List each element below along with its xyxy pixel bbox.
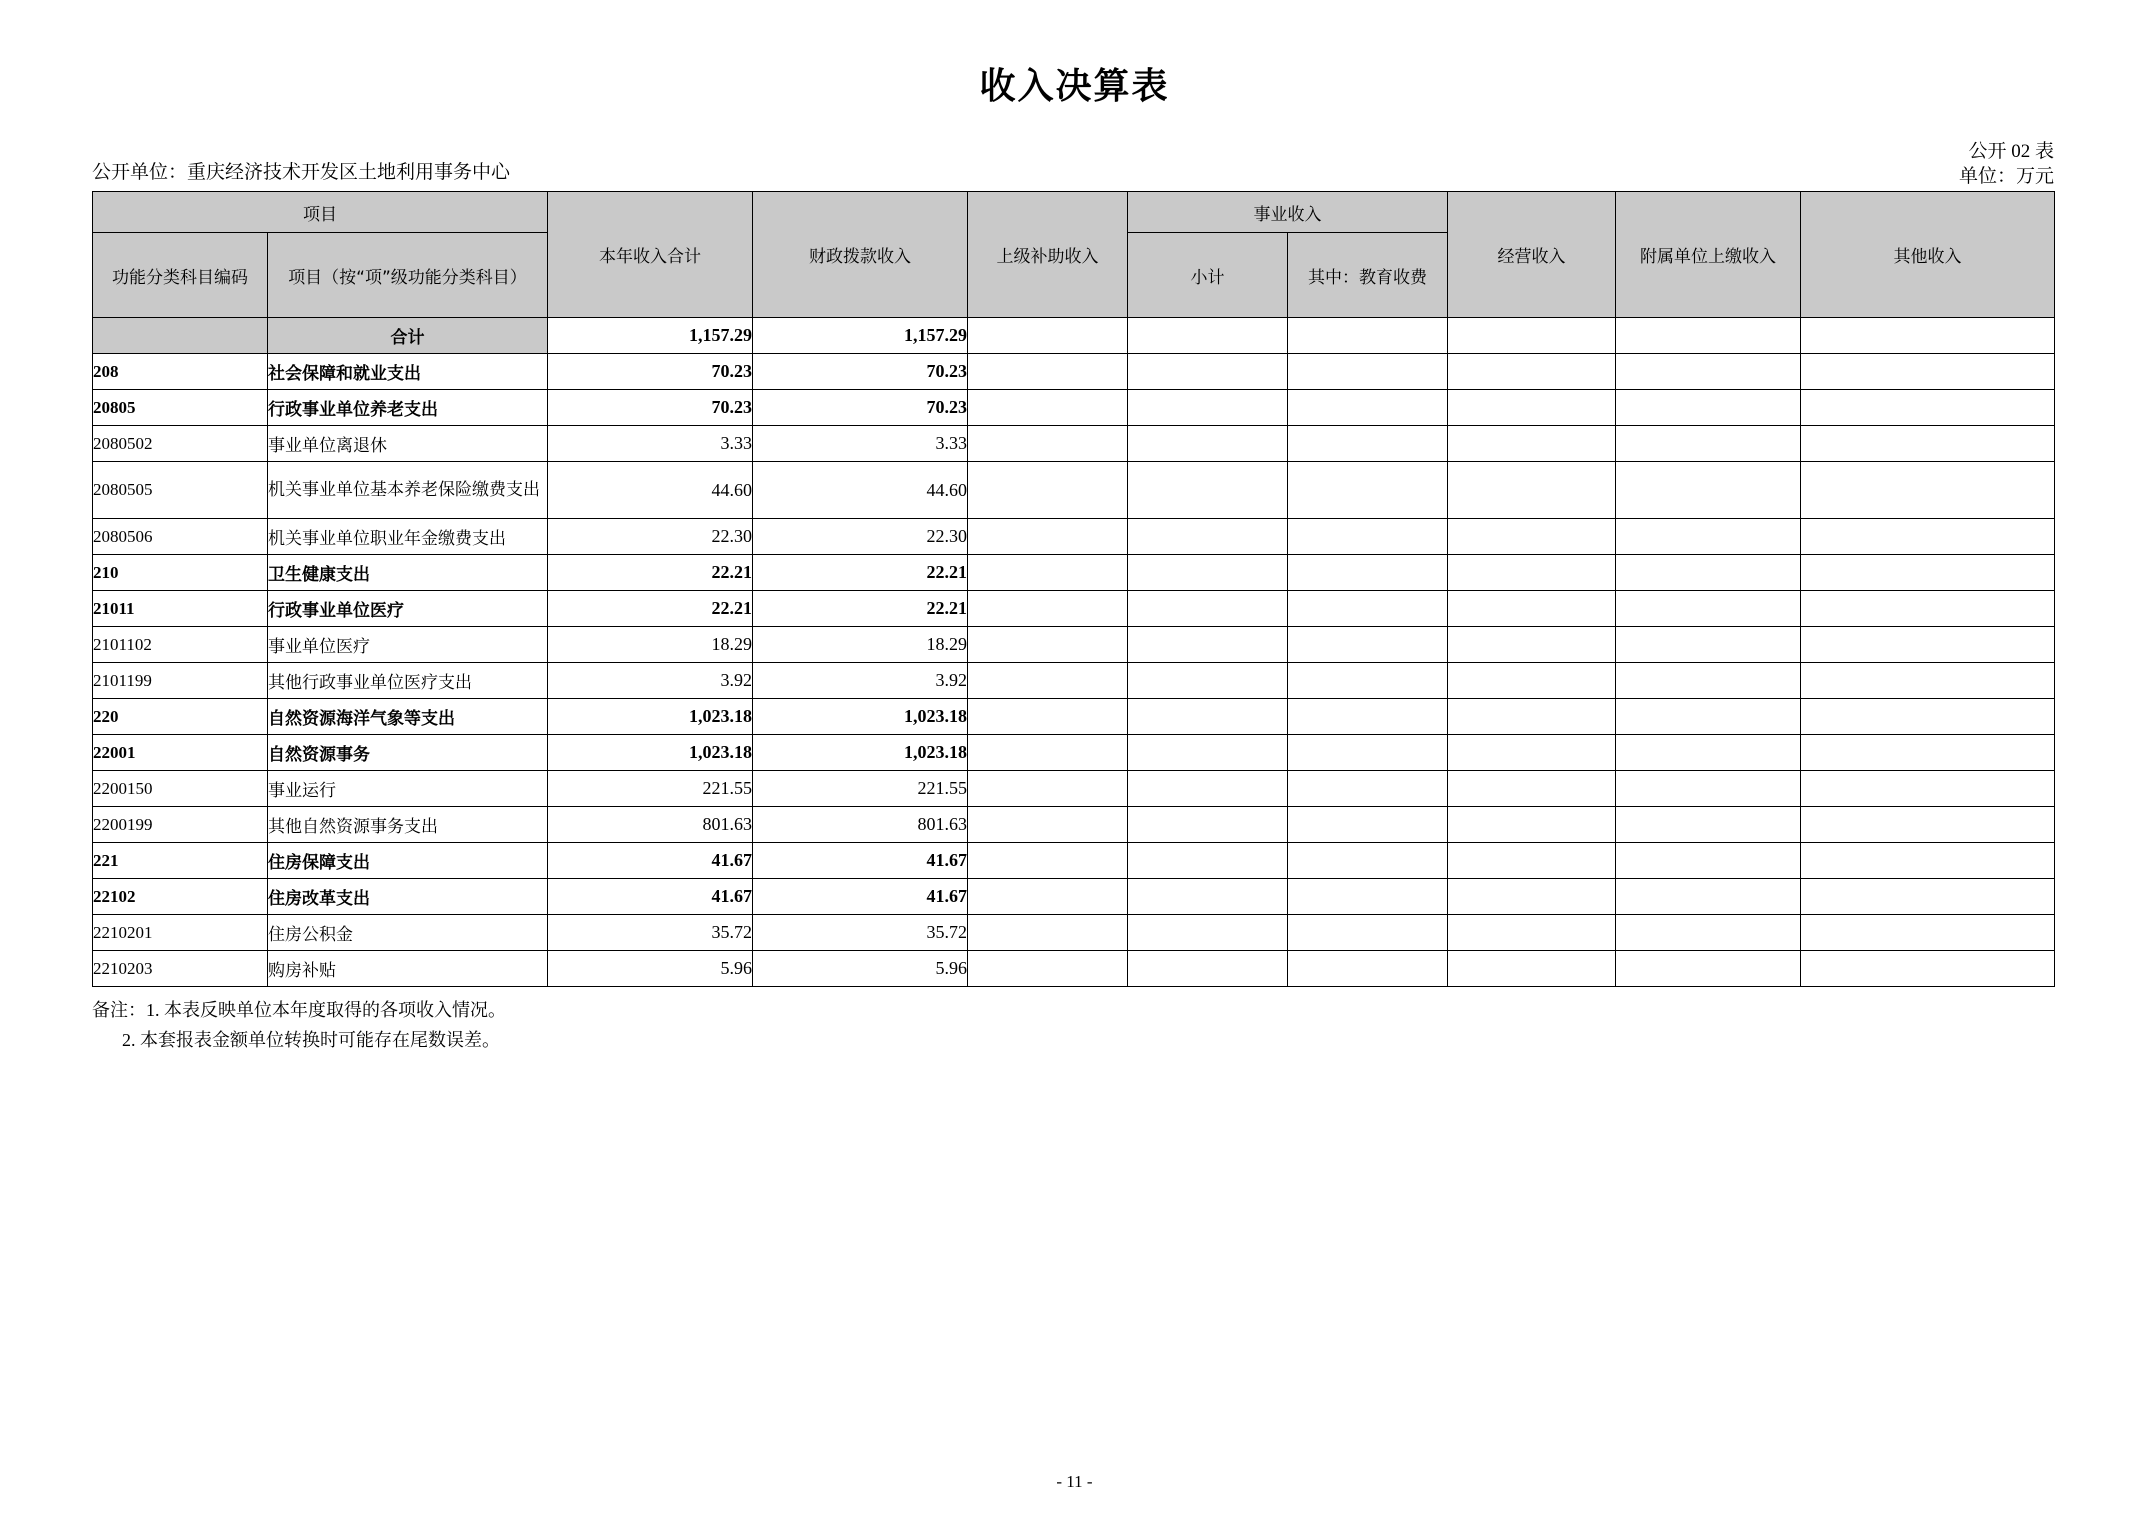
cell-affiliated <box>1616 354 1801 390</box>
cell-operating <box>1448 735 1616 771</box>
cell-name: 住房保障支出 <box>268 843 548 879</box>
cell-business-subtotal <box>1128 591 1288 627</box>
cell-total: 44.60 <box>548 462 753 519</box>
cell-superior <box>968 843 1128 879</box>
form-meta <box>1959 139 2054 189</box>
cell-education-fee <box>1288 843 1448 879</box>
cell-name: 其他行政事业单位医疗支出 <box>268 663 548 699</box>
header-project-group: 项目 <box>93 192 548 233</box>
cell-total: 35.72 <box>548 915 753 951</box>
cell-affiliated <box>1616 318 1801 354</box>
table-row <box>93 462 2055 519</box>
cell-name: 住房改革支出 <box>268 879 548 915</box>
cell-operating <box>1448 354 1616 390</box>
cell-fiscal: 22.21 <box>753 591 968 627</box>
cell-education-fee <box>1288 591 1448 627</box>
table-row <box>93 843 2055 879</box>
cell-education-fee <box>1288 699 1448 735</box>
cell-other <box>1801 771 2055 807</box>
cell-name: 事业单位医疗 <box>268 627 548 663</box>
table-row <box>93 555 2055 591</box>
cell-business-subtotal <box>1128 735 1288 771</box>
cell-code: 221 <box>93 843 268 879</box>
cell-education-fee <box>1288 627 1448 663</box>
page-title: 收入决算表 <box>979 66 1170 107</box>
cell-business-subtotal <box>1128 771 1288 807</box>
header-business-income: 事业收入 <box>1128 192 1448 233</box>
cell-other <box>1801 663 2055 699</box>
cell-operating <box>1448 843 1616 879</box>
cell-fiscal: 41.67 <box>753 843 968 879</box>
cell-total: 3.92 <box>548 663 753 699</box>
cell-code: 2210201 <box>93 915 268 951</box>
cell-fiscal: 1,023.18 <box>753 699 968 735</box>
cell-total: 5.96 <box>548 951 753 987</box>
header-affiliated-payment: 附属单位上缴收入 <box>1616 192 1801 318</box>
cell-affiliated <box>1616 879 1801 915</box>
cell-education-fee <box>1288 735 1448 771</box>
cell-name: 合计 <box>268 318 548 354</box>
cell-operating <box>1448 519 1616 555</box>
cell-affiliated <box>1616 627 1801 663</box>
cell-affiliated <box>1616 591 1801 627</box>
table-body <box>93 318 2055 987</box>
cell-other <box>1801 843 2055 879</box>
cell-education-fee <box>1288 807 1448 843</box>
cell-superior <box>968 879 1128 915</box>
cell-business-subtotal <box>1128 354 1288 390</box>
cell-business-subtotal <box>1128 555 1288 591</box>
cell-total: 221.55 <box>548 771 753 807</box>
cell-business-subtotal <box>1128 699 1288 735</box>
cell-affiliated <box>1616 663 1801 699</box>
cell-name: 住房公积金 <box>268 915 548 951</box>
table-header-row-1 <box>93 192 2055 233</box>
table-row <box>93 915 2055 951</box>
cell-name: 机关事业单位职业年金缴费支出 <box>268 519 548 555</box>
note-line-1: 备注：1. 本表反映单位本年度取得的各项收入情况。 <box>92 1000 506 1020</box>
cell-superior <box>968 318 1128 354</box>
cell-business-subtotal <box>1128 318 1288 354</box>
cell-fiscal: 70.23 <box>753 390 968 426</box>
cell-fiscal: 1,023.18 <box>753 735 968 771</box>
cell-operating <box>1448 426 1616 462</box>
cell-other <box>1801 627 2055 663</box>
cell-name: 自然资源海洋气象等支出 <box>268 699 548 735</box>
cell-operating <box>1448 627 1616 663</box>
cell-superior <box>968 426 1128 462</box>
cell-affiliated <box>1616 555 1801 591</box>
cell-education-fee <box>1288 951 1448 987</box>
cell-affiliated <box>1616 699 1801 735</box>
cell-fiscal: 35.72 <box>753 915 968 951</box>
table-row <box>93 318 2055 354</box>
cell-other <box>1801 915 2055 951</box>
cell-education-fee <box>1288 915 1448 951</box>
cell-business-subtotal <box>1128 807 1288 843</box>
cell-operating <box>1448 390 1616 426</box>
table-row <box>93 699 2055 735</box>
cell-affiliated <box>1616 915 1801 951</box>
header-fiscal-appropriation: 财政拨款收入 <box>753 192 968 318</box>
cell-total: 70.23 <box>548 390 753 426</box>
cell-affiliated <box>1616 735 1801 771</box>
cell-business-subtotal <box>1128 843 1288 879</box>
cell-other <box>1801 807 2055 843</box>
cell-superior <box>968 390 1128 426</box>
cell-operating <box>1448 951 1616 987</box>
cell-name: 购房补贴 <box>268 951 548 987</box>
cell-name: 卫生健康支出 <box>268 555 548 591</box>
cell-superior <box>968 555 1128 591</box>
cell-total: 801.63 <box>548 807 753 843</box>
header-operating-income: 经营收入 <box>1448 192 1616 318</box>
cell-affiliated <box>1616 426 1801 462</box>
cell-education-fee <box>1288 519 1448 555</box>
cell-education-fee <box>1288 426 1448 462</box>
header-item-name: 项目（按“项”级功能分类科目） <box>268 233 548 318</box>
cell-name: 行政事业单位医疗 <box>268 591 548 627</box>
table-row <box>93 426 2055 462</box>
page-number: - 11 - <box>1056 1472 1093 1491</box>
cell-total: 1,023.18 <box>548 735 753 771</box>
cell-fiscal: 41.67 <box>753 879 968 915</box>
cell-code: 2080506 <box>93 519 268 555</box>
amount-unit: 单位：万元 <box>1958 166 2054 187</box>
cell-education-fee <box>1288 879 1448 915</box>
cell-business-subtotal <box>1128 519 1288 555</box>
publishing-unit: 公开单位：重庆经济技术开发区土地利用事务中心 <box>92 162 511 183</box>
cell-other <box>1801 591 2055 627</box>
cell-superior <box>968 699 1128 735</box>
cell-business-subtotal <box>1128 951 1288 987</box>
cell-education-fee <box>1288 354 1448 390</box>
cell-name: 机关事业单位基本养老保险缴费支出 <box>268 462 548 519</box>
cell-code: 20805 <box>93 390 268 426</box>
cell-affiliated <box>1616 807 1801 843</box>
cell-code: 2200150 <box>93 771 268 807</box>
cell-superior <box>968 771 1128 807</box>
cell-education-fee <box>1288 771 1448 807</box>
cell-other <box>1801 390 2055 426</box>
cell-superior <box>968 627 1128 663</box>
header-superior-subsidy: 上级补助收入 <box>968 192 1128 318</box>
cell-other <box>1801 462 2055 519</box>
cell-business-subtotal <box>1128 390 1288 426</box>
cell-fiscal: 3.33 <box>753 426 968 462</box>
cell-total: 70.23 <box>548 354 753 390</box>
cell-total: 22.21 <box>548 591 753 627</box>
cell-education-fee <box>1288 390 1448 426</box>
cell-total: 41.67 <box>548 879 753 915</box>
cell-affiliated <box>1616 951 1801 987</box>
cell-other <box>1801 354 2055 390</box>
table-row <box>93 951 2055 987</box>
note-line-2: 2. 本套报表金额单位转换时可能存在尾数误差。 <box>122 1030 500 1050</box>
header-code: 功能分类科目编码 <box>93 233 268 318</box>
cell-operating <box>1448 807 1616 843</box>
cell-name: 事业运行 <box>268 771 548 807</box>
cell-business-subtotal <box>1128 915 1288 951</box>
cell-operating <box>1448 591 1616 627</box>
cell-code: 2101199 <box>93 663 268 699</box>
cell-code: 220 <box>93 699 268 735</box>
table-row <box>93 663 2055 699</box>
cell-business-subtotal <box>1128 462 1288 519</box>
cell-code: 210 <box>93 555 268 591</box>
cell-operating <box>1448 555 1616 591</box>
cell-fiscal: 801.63 <box>753 807 968 843</box>
cell-fiscal: 221.55 <box>753 771 968 807</box>
cell-fiscal: 22.21 <box>753 555 968 591</box>
cell-other <box>1801 555 2055 591</box>
cell-operating <box>1448 462 1616 519</box>
cell-education-fee <box>1288 555 1448 591</box>
header-business-education-fee: 其中：教育收费 <box>1288 233 1448 318</box>
cell-superior <box>968 519 1128 555</box>
cell-business-subtotal <box>1128 426 1288 462</box>
cell-superior <box>968 807 1128 843</box>
cell-superior <box>968 354 1128 390</box>
header-business-subtotal: 小计 <box>1128 233 1288 318</box>
cell-code: 22001 <box>93 735 268 771</box>
cell-affiliated <box>1616 843 1801 879</box>
cell-total: 22.30 <box>548 519 753 555</box>
income-final-accounts-table <box>92 191 2055 987</box>
cell-business-subtotal <box>1128 627 1288 663</box>
table-row <box>93 627 2055 663</box>
document-meta <box>0 139 2149 185</box>
cell-affiliated <box>1616 462 1801 519</box>
cell-superior <box>968 915 1128 951</box>
cell-name: 行政事业单位养老支出 <box>268 390 548 426</box>
cell-other <box>1801 699 2055 735</box>
cell-business-subtotal <box>1128 879 1288 915</box>
cell-code <box>93 318 268 354</box>
cell-affiliated <box>1616 771 1801 807</box>
cell-code: 2080502 <box>93 426 268 462</box>
cell-name: 事业单位离退休 <box>268 426 548 462</box>
header-other-income: 其他收入 <box>1801 192 2055 318</box>
table-row <box>93 879 2055 915</box>
cell-code: 2210203 <box>93 951 268 987</box>
table-row <box>93 519 2055 555</box>
cell-operating <box>1448 318 1616 354</box>
cell-superior <box>968 951 1128 987</box>
cell-total: 22.21 <box>548 555 753 591</box>
cell-code: 22102 <box>93 879 268 915</box>
cell-operating <box>1448 699 1616 735</box>
table-row <box>93 354 2055 390</box>
table-row <box>93 771 2055 807</box>
cell-other <box>1801 318 2055 354</box>
cell-superior <box>968 663 1128 699</box>
cell-fiscal: 18.29 <box>753 627 968 663</box>
cell-fiscal: 5.96 <box>753 951 968 987</box>
cell-fiscal: 22.30 <box>753 519 968 555</box>
cell-operating <box>1448 771 1616 807</box>
cell-education-fee <box>1288 663 1448 699</box>
cell-operating <box>1448 663 1616 699</box>
cell-total: 3.33 <box>548 426 753 462</box>
cell-total: 41.67 <box>548 843 753 879</box>
table-notes <box>92 995 2149 1055</box>
cell-name: 自然资源事务 <box>268 735 548 771</box>
cell-code: 2101102 <box>93 627 268 663</box>
cell-operating <box>1448 879 1616 915</box>
cell-other <box>1801 735 2055 771</box>
cell-fiscal: 3.92 <box>753 663 968 699</box>
cell-fiscal: 70.23 <box>753 354 968 390</box>
cell-fiscal: 1,157.29 <box>753 318 968 354</box>
cell-superior <box>968 591 1128 627</box>
cell-other <box>1801 879 2055 915</box>
cell-business-subtotal <box>1128 663 1288 699</box>
cell-code: 2200199 <box>93 807 268 843</box>
cell-other <box>1801 951 2055 987</box>
cell-operating <box>1448 915 1616 951</box>
cell-superior <box>968 735 1128 771</box>
cell-fiscal: 44.60 <box>753 462 968 519</box>
table-row <box>93 735 2055 771</box>
cell-superior <box>968 462 1128 519</box>
cell-total: 1,023.18 <box>548 699 753 735</box>
table-row <box>93 390 2055 426</box>
cell-affiliated <box>1616 390 1801 426</box>
cell-other <box>1801 426 2055 462</box>
table-row <box>93 591 2055 627</box>
cell-total: 18.29 <box>548 627 753 663</box>
table-row <box>93 807 2055 843</box>
cell-name: 其他自然资源事务支出 <box>268 807 548 843</box>
cell-code: 2080505 <box>93 462 268 519</box>
cell-affiliated <box>1616 519 1801 555</box>
cell-code: 208 <box>93 354 268 390</box>
header-total-income: 本年收入合计 <box>548 192 753 318</box>
cell-education-fee <box>1288 462 1448 519</box>
cell-code: 21011 <box>93 591 268 627</box>
cell-name: 社会保障和就业支出 <box>268 354 548 390</box>
cell-education-fee <box>1288 318 1448 354</box>
cell-total: 1,157.29 <box>548 318 753 354</box>
form-number: 公开 02 表 <box>1968 141 2054 162</box>
cell-other <box>1801 519 2055 555</box>
